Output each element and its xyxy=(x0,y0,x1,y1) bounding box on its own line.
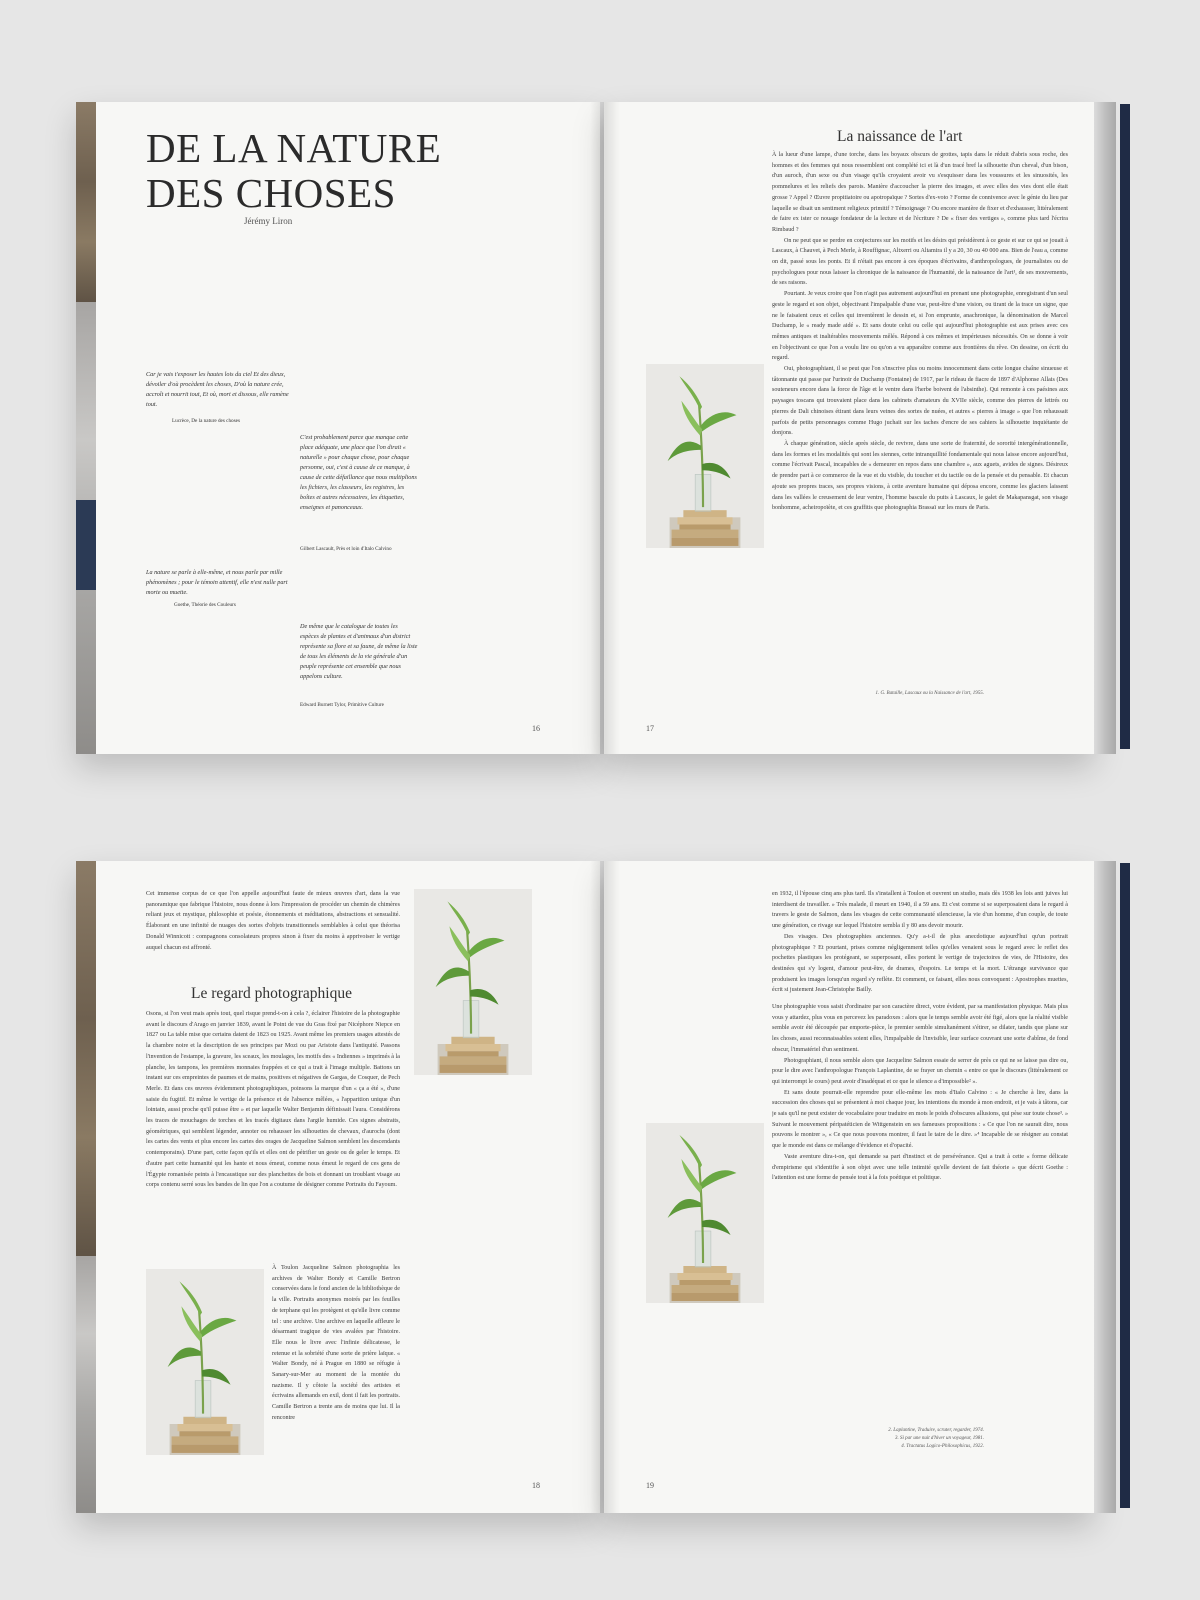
cover-image-strip xyxy=(76,102,96,754)
epigraph-quote-3: La nature se parle à elle-même, et nous parle par mille phénomènes ; pour le témoin attentif, elle n'est nulle part morte ou muette. xyxy=(146,569,288,596)
paragraph: À la lueur d'une lampe, d'une torche, dans les boyaux obscurs de grottes, tapis dans le réduit d'abris sous roche, des hommes et des femmes qui nous ressemblent ont complété ici et là d'un tracé bref la silhouette d'un cheval, d'un bison, d'un auroch, d'un sexe ou d'un visage qu'ils croyaient avoir vu s'esquisser dans les voussures et les sinuosités, les pommelures et les reliefs des parois. Manière d'accoucher la pierre des images, et avec elles des vies dont elle était grosse ? Appel ? Œuvre propitiatoire ou apotropaïque ? Sortes d'ex-voto ? Forme de connivence avec le génie du lieu par laquelle se disait un sentiment religieux primitif ? Témoignage ? Ou encore manière de fixer et d'exhausser, littéralement de faire ex ister ce nouage fondateur de la lecture et de l'écriture ? De « fixer des vertiges », comme plus tard l'écrira Rimbaud ? xyxy=(772,152,1068,233)
gutter-shadow xyxy=(590,861,620,1513)
spread-pages-18-19 xyxy=(76,861,1134,1513)
page-number-16: 16 xyxy=(532,724,540,733)
page-18 xyxy=(76,861,600,1513)
paragraph: Photographiant, il nous semble alors que Jacqueline Salmon essaie de serrer de près ce qui ne se laisse pas dire ou, pour le dire avec l'anthropologue François Laplantine, de se frayer un chemin « entre ce que le discours (littéralement ce qui interrompt le cours) peut avoir d'inadéquat et ce que le silence a d'impossible² ». xyxy=(772,1057,1068,1085)
paragraph: en 1932, il l'épouse cinq ans plus tard. Ils s'installent à Toulon et ouvrent un studio, mais dès 1938 les lois anti juives lui interdisent de travailler. » Très malade, il meurt en 1940, il a 59 ans. Et c'est comme si se superposaient dans le regard à travers le geste de Salmon, dans les visages de cette communauté silencieuse, la vie d'un homme, d'un couple, de toute une génération, ce rivage sur lequel l'histoire sembla il y 80 ans devoir mourir. xyxy=(772,891,1068,930)
title-line-2: DES CHOSES xyxy=(146,170,396,216)
paragraph: Pourtant. Je veux croire que l'on n'agit pas autrement aujourd'hui en prenant une photographie, enregistrant d'un seul geste le regard et son objet, objectivant l'impalpable d'une vue, peut-être d'une vision, ou tirant de la trace un signe, que ne le faisaient ceux et celles qui inventèrent le dessin et, si l'on emprunte, anachronique, la dénomination de Marcel Duchamp, le « ready made aidé ». Et sans doute celui ou celle qui aujourd'hui photographie est aux prises avec ces mêmes antiques et inaltérables mouvements mêlés. Répond à ces mêmes et impérieuses nécessités. On se donne à voir en l'objectivant ce que l'on a voulu lire ou qu'on a vu apparaître comme aux frontières du rêve. On dessine, on écrit du regard. xyxy=(772,291,1068,362)
footnotes-page-19 xyxy=(764,1427,984,1451)
epigraph-attribution-2: Gilbert Lascault, Près et loin d'Italo Calvino xyxy=(300,546,392,552)
body-text-page-19 xyxy=(772,889,1068,1321)
page-number-19: 19 xyxy=(646,1481,654,1490)
article-title xyxy=(146,126,441,216)
plant-on-books-image xyxy=(646,364,764,548)
spread-pages-16-17 xyxy=(76,102,1134,754)
plant-photo xyxy=(646,364,764,548)
plant-photo xyxy=(414,889,532,1075)
footnote-2: 2. Laplantine, Traduire, scruter, regarder, 1974. xyxy=(888,1428,984,1433)
author-name: Jérémy Liron xyxy=(244,216,293,226)
epigraph-attribution-1: Lucrèce, De la nature des choses xyxy=(172,418,240,424)
book-edge xyxy=(1094,102,1134,754)
footnote-4: 4. Tractatus Logico-Philosophicus, 1922. xyxy=(901,1444,984,1449)
page-number-17: 17 xyxy=(646,724,654,733)
paragraph: À chaque génération, siècle après siècle, de revivre, dans une sorte de fraternité, de sororité intergénérationnelle, dans les formes et les modalités qui sont les siennes, cette intranquillité fondamentale qui nous laisse encore aujourd'hui, comme l'écrivait Pascal, incapables de « demeurer en repos dans une chambre », aux aguets, avides de signes. Désireux de prendre part à ce commerce de la vue et du visible, du toucher et du tactile ou de la pensée et du pensable. Et chacun ajoute ses propres traces, ses propres visions, à cette aventure humaine qui déposa encore, comme les glaciers laissent dans les vallées le creusement de leur ventre, l'homme bascule du puits à Lascaux, le galet de Makapansgat, son visage bonhomme, acheiropoïète, et ces graffitis que photographia Brassaï sur les murs de Paris. xyxy=(772,440,1068,512)
page-19 xyxy=(604,861,1094,1513)
section-heading-regard: Le regard photographique xyxy=(191,985,352,1002)
body-text-page-18: Osons, si l'on veut mais après tout, quel risque prend-t-on à cela ?, éclairer l'histoire de la photographie avant le discours d'Arago en janvier 1839, avant le Point de vue du Gras fixé par Nicéphore Niepce en 1827 ou La table mise que certains datent de 1823 ou 1925. Avant même les premiers usages attestés de la chambre noire et la description de ses principes par Mozi ou par Aristote dans l'antiquité. Passons l'invention de l'estampe, la gravure, les sceaux, les moulages, les motifs des « Indiennes » imprimés à la planche, les tampons, les premières monnaies frappées et ce qui a trait à l'image multiple. Battons un instant sur ces empreintes de paumes et de mains, positives et négatives de Gargas, de Cosquer, de Pech Merle. Et dans ces œuvres évidemment photographiques, poinsons la marque d'un « ça a été », d'une saisie du fugitif. Et même le vertige de la présence et de l'absence mêlées, « l'apparition unique d'un lointain, aussi proche qu'il puisse être » et par laquelle Walter Benjamin définissait l'aura. Considérons les traces de mouchages de torches et les tracés digitaux dans l'argile humide. Ces signes abstraits, géométriques, qui semblent légender, annoter ou rehausser les silhouettes de chevaux, d'aurochs (dont les cartes des vents et plus encore les cartes des orages de Jacqueline Salmon semblent les descendants contemporains). D'une part, cette façon qu'ils et elles ont de pétrifier un geste ou de geler le temps. Et d'autre part cette humanité qui les hante et nous émeut, comme nous émeut le regard de ces gens de l'Égypte romanisée peints à l'encaustique sur des planchettes de bois et donnant un troublant visage au corps contenu serré sous les bandes de lin que l'on a coutume de désigner comme Portraits du Fayoum. xyxy=(146,1011,400,1189)
paragraph: Une photographie vous saisit d'ordinaire par son caractère direct, votre évident, par sa manifestation physique. Mais plus vous y attardez, plus vous en percevez les paradoxes : alors que le temps semble avoir été figé, alors que la réalité visible semble avoir été découpée par emporte-pièce, le premier semble simultanément s'étirer, se dilater, tandis que plane sur les choses, aussi reconnaissables soient elles, l'impalpable de l'invisible, leur surface couvrant une sorte d'abîme, de fond obscur, l'immatériel d'un sentiment. xyxy=(772,1004,1068,1053)
cover-image-strip xyxy=(76,861,96,1513)
intro-paragraph: Cet immense corpus de ce que l'on appelle aujourd'hui faute de mieux œuvres d'art, dans la vue panoramique que fabrique l'histoire, nous donne à lors l'impression de procéder un chemin de chimères reliant jeux et mystique, philosophie et poésie, étonnements et méditations, abstractions et sensualité. Élaborant en une infinité de nuages des sortes d'objets transitionnels semblables à celui que théorisa Donald Winnicott : compagnons consolateurs propres sinon à fixer du moins à apprivoiser le vertige auquel chacun est affronté. xyxy=(146,891,400,951)
footnote-3: 3. Si par une nuit d'hiver un voyageur, 1981. xyxy=(895,1436,984,1441)
paragraph: On ne peut que se perdre en conjectures sur les motifs et les désirs qui présidèrent à ce geste et sur ce qui se jouait à Lascaux, à Chauvet, à Pech Merle, à Rouffignac, Altxerri ou Altamira il y a 20, 30 ou 40 000 ans. Bien de l'eau a, comme on dit, passé sous les ponts. Et il n'était pas encore à ces époques d'écrivains, d'anthropologues, de journalistes ou de psychologues pour nous laisser la chronique de la naissance de l'humanité, de la naissance de l'art¹, de ses mouvements, de ses raisons. xyxy=(772,237,1068,287)
epigraph-quote-1: Car je vais t'exposer les hautes lois du ciel Et des dieux, dévoiler d'où procèdent les choses, D'où la nature crée, accroît et nourrit tout, Et où, mort et dissous, elle ramène tout. xyxy=(146,371,289,408)
plant-on-books-image xyxy=(646,1123,764,1303)
title-line-1: DE LA NATURE xyxy=(146,125,442,171)
epigraph-quote-4: De même que le catalogue de toutes les espèces de plantes et d'animaux d'un district représente sa flore et sa faune, de même la liste de tous les éléments de la vie générale d'un peuple représente cet ensemble que nous appelons culture. xyxy=(300,623,418,680)
gutter-shadow xyxy=(590,102,620,754)
plant-on-books-image xyxy=(414,889,532,1075)
epigraph-quote-2: C'est probablement parce que manque cette place adéquate, une place que l'on dirait « naturelle » pour chaque chose, pour chaque personne, oui, c'est à cause de ce manque, à cause de cette défaillance que nous multiplions les fichiers, les classeurs, les registres, les boîtes et autres nécessaires, les étiquettes, enseignes et panonceaux. xyxy=(300,434,417,511)
page-17 xyxy=(604,102,1094,754)
paragraph: Des visages. Des photographies anciennes. Qu'y a-t-il de plus anecdotique aujourd'hui qu'un portrait photographique ? Et pourtant, prises comme négligemment telles qu'elles venaient sous le regard avec le reflet des pochettes plastiques les protégeant, se superposant, elles portent le vertige de trajectoires de vies, de l'Histoire, des destinées qui s'y logent, d'amour peut-être, de drames, d'espoirs. Le temps et la mort. L'étrange survivance que produisent les images lorsqu'un regard s'y reflète. Et comment, ce faisant, elles nous convoquent : Apostrophes muettes, écrit si justement Jean-Christophe Bailly. xyxy=(772,933,1068,994)
plant-photo xyxy=(646,1123,764,1303)
page-number-18: 18 xyxy=(532,1481,540,1490)
footnote-page-17: 1. G. Bataille, Lascaux ou la Naissance de l'art, 1955. xyxy=(875,691,984,696)
epigraph-attribution-3: Goethe, Théorie des Couleurs xyxy=(174,602,236,608)
plant-photo xyxy=(146,1269,264,1455)
page-16 xyxy=(76,102,600,754)
section-heading-naissance: La naissance de l'art xyxy=(837,128,963,145)
plant-on-books-image xyxy=(146,1269,264,1455)
body-text-page-17 xyxy=(772,150,1068,677)
body-text-page-18-column: À Toulon Jacqueline Salmon photographia les archives de Walter Bondy et Camille Bertron conservées dans le fond ancien de la bibliothèque de la ville. Portraits anonymes moirés par les feuilles de terphane qui les protègent et qu'elle livre comme tel : une archive. Une archive en laquelle affleure le désarmant tragique de vies avalées par l'histoire. Elle nous le livre avec l'infinie délicatesse, le retenue et la sobriété d'une sorte de prière laïque. « Walter Bondy, né à Prague en 1880 se réfugie à Sanary-sur-Mer au moment de la montée du nazisme. Il y côtoie la société des artistes et écrivains allemands en exil, dont il fait les portraits. Camille Bertron a trente ans de moins que lui. Il la rencontre xyxy=(272,1265,400,1421)
paragraph: Et sans doute pourrait-elle reprendre pour elle-même les mots d'Italo Calvino : « Je cherche à lire, dans la succession des choses qui se présentent à moi chaque jour, les intentions du monde à mon endroit, et je vais à tâtons, car je sais qu'il ne peut exister de vocabulaire pour traduire en mots le poids d'obscures allusions, qui pèse sur toute chose³. » Suivant le mouvement péripatéticien de Wittgenstein en ses fameuses propositions : « Ce que l'on ne saurait dire, nous pouvons le montrer », « Ce que nous pouvons montrer, il faut le taire de le dire. »⁴ Incapable de se résigner au constat que le monde est dans ce mélange d'évidence et d'opacité. xyxy=(772,1089,1068,1150)
paragraph: Oui, photographiant, il se peut que l'on s'inscrive plus ou moins innocemment dans cette longue chaîne sinueuse et tâtonnante qui passe par l'urinoir de Duchamp (Fontaine) de 1917, par le rideau de fiacre de 1897 d'Alphonse Allais (Des souteneurs encore dans la force de l'âge et le ventre dans l'herbe boivent de l'absinthe). Qui remonte à ces paésines aux paysages toscans qui trouvaient place dans les cabinets d'amateurs du XVIIe siècle, comme des pierres de lettrés ou pierres de Dali chinoises étirant dans leurs veines des sortes de nuées, et autres « pierres à image » que l'on rehaussait parfois de petits personnages comme Hugo juchait sur les taches d'encre de ses cahiers la silhouette inquiétante de donjons. xyxy=(772,366,1068,437)
paragraph: Vaste aventure dira-t-on, qui demande sa part d'instinct et de persévérance. Qui a trait à cette « forme délicate d'empirisme qui s'identifie à son objet avec une telle intimité qu'elle devient de fait théorie » que décrit Goethe : l'attention est une forme de pensée tout à la fois poétique et politique. xyxy=(772,1153,1068,1182)
epigraph-attribution-4: Edward Burnett Tylor, Primitive Culture xyxy=(300,702,384,708)
book-edge xyxy=(1094,861,1134,1513)
